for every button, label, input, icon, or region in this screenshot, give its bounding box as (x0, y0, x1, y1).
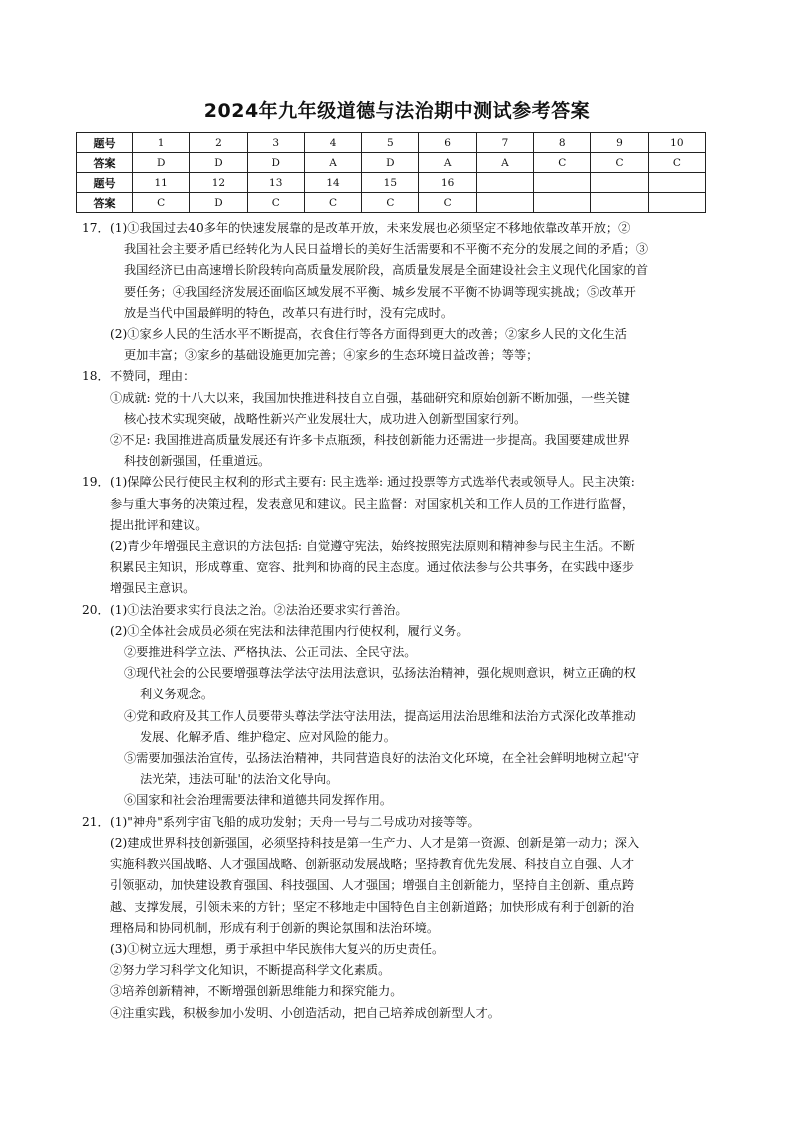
answer-line: 越、支撑发展，引领未来的方针；坚定不移地走中国特色自主创新道路；加快形成有利于创新的治 (110, 899, 635, 914)
answer-line: 要任务；④我国经济发展还面临区域发展不平衡、城乡发展不平衡不协调等现实挑战；⑤改革开 (124, 284, 636, 299)
table-cell: 3 (247, 133, 304, 153)
table-row (77, 153, 706, 173)
table-cell: 16 (419, 173, 476, 193)
answer-line: (1)"神舟"系列宇宙飞船的成功发射；天舟一号与二号成功对接等等。 (110, 814, 480, 829)
answer-line: (1)①我国过去40多年的快速发展靠的是改革开放，未来发展也必须坚定不移地依靠改革开放；② (110, 221, 631, 235)
answer-line: 积累民主知识，形成尊重、宽容、批判和协商的民主态度。通过依法参与公共事务，在实践中逐步 (110, 560, 635, 575)
table-cell: 1 (133, 133, 190, 153)
table-cell: C (591, 153, 648, 173)
question-18-answer (82, 366, 722, 472)
row-label: 答案 (77, 153, 133, 173)
table-cell: 10 (648, 133, 705, 153)
answer-line: 参与重大事务的决策过程，发表意见和建议。民主监督：对国家机关和工作人员的工作进行监督， (110, 496, 635, 511)
table-cell (648, 173, 705, 193)
row-label: 题号 (77, 173, 133, 193)
answer-line: ④注重实践，积极参加小发明、小创造活动，把自己培养成创新型人才。 (110, 1005, 500, 1020)
table-row (77, 133, 706, 153)
table-cell: 12 (190, 173, 247, 193)
answer-content (82, 218, 722, 1024)
answer-line: ②要推进科学立法、严格执法、公正司法、全民守法。 (124, 645, 417, 660)
question-number: 20． (82, 602, 110, 617)
answer-line: (2)青少年增强民主意识的方法包括: 自觉遵守宪法，始终按照宪法原则和精神参与民主生活。不断 (110, 539, 635, 554)
table-cell: C (534, 153, 591, 173)
table-row (77, 193, 706, 213)
question-17-answer (82, 218, 722, 366)
answer-line: ③现代社会的公民要增强尊法学法守法用法意识，弘扬法治精神，强化规则意识，树立正确的权 (124, 666, 636, 681)
answer-line: 放是当代中国最鲜明的特色，改革只有进行时，没有完成时。 (124, 305, 454, 320)
answer-line: 我国社会主要矛盾已经转化为人民日益增长的美好生活需要和不平衡不充分的发展之间的矛盾；③ (124, 242, 649, 257)
page-title: 2024年九年级道德与法治期中测试参考答案 (203, 100, 591, 122)
answer-line: 不赞同，理由： (110, 369, 196, 384)
table-cell (534, 173, 591, 193)
table-cell: 7 (476, 133, 533, 153)
question-number: 17． (82, 221, 110, 235)
answer-line: 法光荣，违法可耻'的法治文化导向。 (140, 772, 339, 787)
answer-line: ②不足: 我国推进高质量发展还有许多卡点瓶颈，科技创新能力还需进一步提高。我国要建成世界 (110, 433, 630, 448)
answer-line: ④党和政府及其工作人员要带头尊法学法守法用法，提高运用法治思维和法治方式深化改革推动 (124, 708, 636, 723)
table-cell: 6 (419, 133, 476, 153)
question-20-answer (82, 600, 722, 812)
table-cell: C (133, 193, 190, 213)
table-cell: D (247, 153, 304, 173)
question-number: 18． (82, 369, 110, 384)
answer-line: 发展、化解矛盾、维护稳定、应对风险的能力。 (140, 729, 396, 744)
answer-line: 增强民主意识。 (110, 581, 196, 596)
answer-line: 更加丰富；③家乡的基础设施更加完善；④家乡的生态环境日益改善；等等； (124, 348, 539, 363)
table-cell: 11 (133, 173, 190, 193)
table-cell: 9 (591, 133, 648, 153)
table-cell: A (304, 153, 361, 173)
table-cell (476, 193, 533, 213)
table-cell (648, 193, 705, 213)
answer-line: (2)①全体社会成员必须在宪法和法律范围内行使权利，履行义务。 (110, 623, 469, 638)
table-row (77, 173, 706, 193)
question-19-answer (82, 472, 722, 599)
table-cell: C (648, 153, 705, 173)
table-cell: 15 (362, 173, 419, 193)
table-cell (591, 193, 648, 213)
table-cell: D (190, 193, 247, 213)
answer-line: ①成就: 党的十八大以来，我国加快推进科技自立自强，基础研究和原始创新不断加强，一些关键 (110, 390, 630, 405)
table-cell: D (362, 153, 419, 173)
answer-line: ⑤需要加强法治宣传，弘扬法治精神，共同营造良好的法治文化环境，在全社会鲜明地树立起'守 (124, 751, 640, 766)
answer-line: (2)①家乡人民的生活水平不断提高，衣食住行等各方面得到更大的改善；②家乡人民的文化生活 (110, 327, 627, 342)
answer-line: ③培养创新精神，不断增强创新思维能力和探究能力。 (110, 984, 403, 999)
answer-line: (3)①树立远大理想，勇于承担中华民族伟大复兴的历史责任。 (110, 941, 445, 956)
table-cell: 13 (247, 173, 304, 193)
answer-line: (2)建成世界科技创新强国，必须坚持科技是第一生产力、人才是第一资源、创新是第一动力；深入 (110, 835, 640, 850)
answer-line: 核心技术实现突破，战略性新兴产业发展壮大，成功进入创新型国家行列。 (124, 411, 527, 426)
table-cell: D (133, 153, 190, 173)
answer-line: 理格局和协同机制，形成有利于创新的舆论氛围和法治环境。 (110, 920, 440, 935)
table-cell: A (476, 153, 533, 173)
table-cell (534, 193, 591, 213)
table-cell: C (419, 193, 476, 213)
table-cell (591, 173, 648, 193)
answer-line: ⑥国家和社会治理需要法律和道德共同发挥作用。 (124, 793, 393, 808)
row-label: 答案 (77, 193, 133, 213)
table-cell: 4 (304, 133, 361, 153)
answer-line: 科技创新强国，任重道远。 (124, 454, 271, 469)
table-cell: 14 (304, 173, 361, 193)
table-cell: A (419, 153, 476, 173)
answer-table (76, 132, 706, 213)
table-cell: D (190, 153, 247, 173)
answer-line: 引领驱动，加快建设教育强国、科技强国、人才强国；增强自主创新能力，坚持自主创新、重点跨 (110, 878, 635, 893)
table-cell: C (362, 193, 419, 213)
answer-line: (1)①法治要求实行良法之治。②法治还要求实行善治。 (110, 602, 408, 617)
table-cell: 8 (534, 133, 591, 153)
table-cell (476, 173, 533, 193)
answer-line: 利义务观念。 (140, 687, 214, 702)
table-cell: C (304, 193, 361, 213)
answer-line: 我国经济已由高速增长阶段转向高质量发展阶段，高质量发展是全面建设社会主义现代化国家的首 (124, 263, 649, 278)
answer-line: (1)保障公民行使民主权利的形式主要有: 民主选举: 通过投票等方式选举代表或领导人。民主决策: (110, 475, 635, 490)
answer-line: 提出批评和建议。 (110, 517, 208, 532)
question-21-answer (82, 812, 722, 1024)
table-cell: 5 (362, 133, 419, 153)
table-cell: 2 (190, 133, 247, 153)
row-label: 题号 (77, 133, 133, 153)
answer-line: 实施科教兴国战略、人才强国战略、创新驱动发展战略；坚持教育优先发展、科技自立自强、人才 (110, 857, 635, 872)
question-number: 21． (82, 814, 110, 829)
question-number: 19． (82, 475, 110, 490)
answer-line: ②努力学习科学文化知识，不断提高科学文化素质。 (110, 963, 391, 978)
table-cell: C (247, 193, 304, 213)
